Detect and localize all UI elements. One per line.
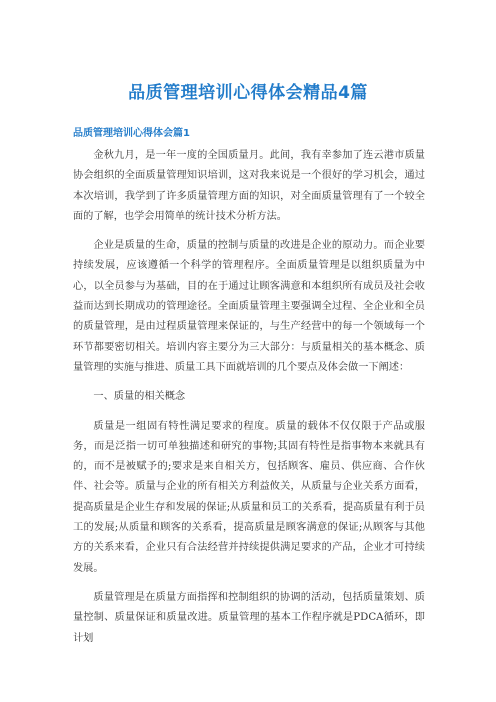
subheading-quality-concepts: 一、质量的相关概念 bbox=[93, 391, 186, 403]
paragraph-quality-management: 质量管理是在质量方面指挥和控制组织的协调的活动，包括质量策划、质量控制、质量保证和质量改进。质量管理的基本工作程序就是PDCA循环，即计划 bbox=[73, 591, 425, 644]
paragraph-quality-definition: 质量是一组固有特性满足要求的程度。质量的载体不仅仅限于产品或服务，而是泛指一切可单独描述和研究的事物;其固有特性是指事物本来就具有的，而不是被赋予的;要求是来自相关方，包括顾客、雇员、供应商、合作伙伴、社会等。质量与企业的所有相关方利益攸关，从质量与企业关系方面看，提高质量是企业生存和发展的保证;从质量和员工的关系看，提高质量有利于员工的发展;从质量和顾客的关系看，提高质量是顾客满意的保证;从顾客与其他方的关系来看，企业只有合法经营并持续提供满足要求的产品，企业才可持续发展。 bbox=[73, 420, 425, 574]
section-heading: 品质管理培训心得体会篇1 bbox=[73, 128, 190, 139]
paragraph-tqm-overview: 企业是质量的生命，质量的控制与质量的改进是企业的原动力。而企业要持续发展，应该遵循一个科学的管理程序。全面质量管理是以组织质量为中心，以全员参与为基础，目的在于通过让顾客满意和本组织所有成员及社会收益而达到长期成功的管理途径。全面质量管理主要强调全过程、全企业和全员的质量管理，是由过程质量管理来保证的，与生产经营中的每一个领域每一个环节都要密切相关。培训内容主要分为三大部分：与质量相关的基本概念、质量管理的实施与推进、质量工具下面就培训的几个要点及体会做一下阐述： bbox=[73, 240, 425, 373]
document-title: 品质管理培训心得体会精品4篇 bbox=[128, 83, 368, 103]
document-body bbox=[73, 146, 425, 658]
paragraph-intro: 金秋九月，是一年一度的全国质量月。此间，我有幸参加了连云港市质量协会组织的全面质量管理知识培训，这对我来说是一个很好的学习机会，通过本次培训，我学到了许多质量管理方面的知识，对全面质量管理有了一个较全面的了解，也学会用简单的统计技术分析方法。 bbox=[73, 150, 425, 222]
